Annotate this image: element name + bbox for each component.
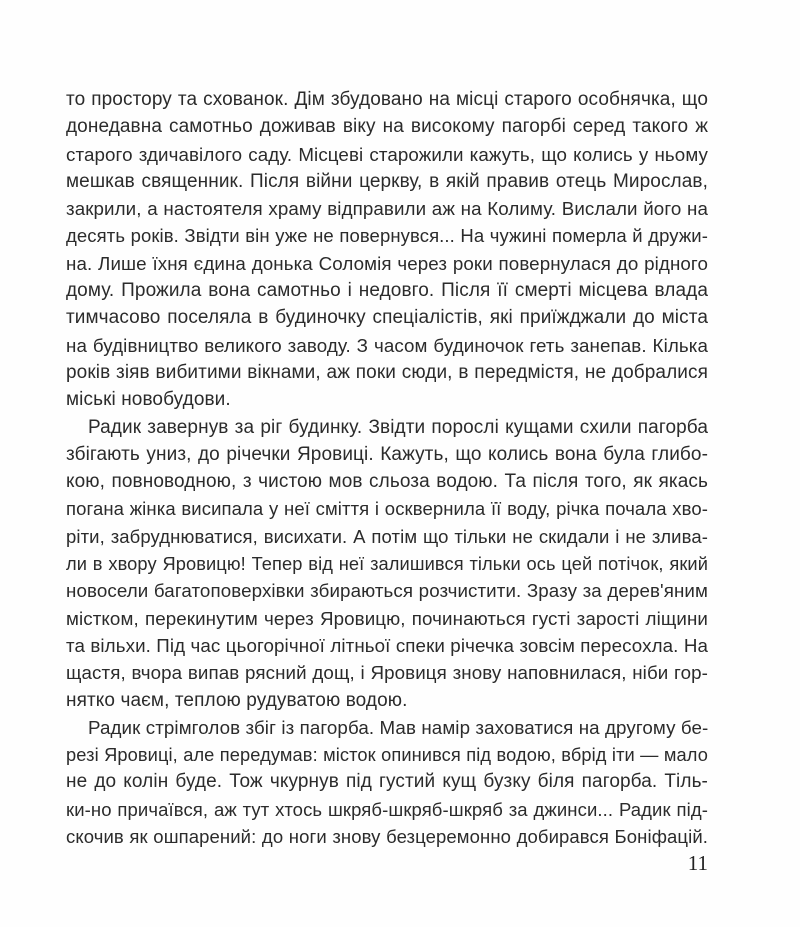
text-line: не до колін буде. Тож чкурнув під густий кущ бузку біля пагорба. Тіль- — [66, 771, 708, 793]
text-line: тимчасово поселяла в будиночку спеціалістів, які приїжджали до міста — [66, 307, 708, 329]
text-line: скочив як ошпарений: до ноги знову безцеремонно добирався Боніфацій. — [66, 826, 708, 848]
text-line: то простору та схованок. Дім збудовано на місці старого особнячка, що — [66, 89, 708, 110]
text-line: кою, повноводною, з чистою мов сльоза водою. Та після того, як якась — [66, 471, 708, 493]
text-line: збігають униз, до річечки Яровиці. Кажуть, що колись вона була глибо- — [66, 443, 708, 465]
text-line: на будівництво великого заводу. З часом будиночок геть занепав. Кілька — [66, 334, 708, 356]
text-line: Радик стрімголов збіг із пагорба. Мав намір заховатися на другому бе- — [88, 716, 709, 738]
body-text — [66, 86, 708, 850]
text-line: Радик завернув за ріг будинку. Звідти порослі кущами схили пагорба — [88, 416, 708, 438]
text-line: на. Лише їхня єдина донька Соломія через роки повернулася до рідного — [66, 252, 708, 274]
text-line: дому. Прожила вона самотньо і недовго. Після її смерті місцева влада — [66, 280, 708, 302]
text-line: мешкав священник. Після війни церкву, в якій правив отець Мирослав, — [66, 170, 708, 192]
text-line: нятко чаєм, теплою рудуватою водою. — [66, 689, 408, 711]
text-line: та вільхи. Під час цьогорічної літньої спеки річечка зовсім пересохла. На — [66, 634, 708, 656]
text-line: десять років. Звідти він уже не повернувся... На чужині померла й дружи- — [66, 225, 708, 247]
paragraph-1 — [66, 86, 708, 414]
text-line: новосели багатоповерхівки збираються розчистити. Зразу за дерев'яним — [66, 580, 708, 602]
text-line: ли в хвору Яровицю! Тепер від неї залишився тільки ось цей потічок, який — [66, 553, 708, 575]
paragraph-3 — [66, 714, 708, 850]
text-line: ки-но причаївся, аж тут хтось шкряб-шкряб-шкряб за джинси... Радик під- — [66, 798, 708, 820]
text-line: старого здичавілого саду. Місцеві старожили кажуть, що колись у ньому — [66, 143, 708, 165]
text-line: міські новобудови. — [66, 389, 231, 411]
text-line: щастя, вчора випав рясний дощ, і Яровиця знову наповнилася, ніби гор- — [66, 662, 708, 684]
text-line: років зіяв вибитими вікнами, аж поки сюди, в передмістя, не добралися — [66, 361, 708, 383]
text-line: закрили, а настоятеля храму відправили аж на Колиму. Вислали його на — [66, 198, 708, 220]
text-line: ріти, забруднюватися, висихати. А потім що тільки не скидали і не злива- — [66, 525, 708, 547]
text-line: резі Яровиці, але передумав: місток опинився під водою, вбрід іти — мало — [66, 744, 708, 766]
page-number: 11 — [687, 851, 708, 875]
paragraph-2 — [66, 414, 708, 714]
text-line: погана жінка висипала у неї сміття і осквернила її воду, річка почала хво- — [66, 498, 708, 520]
text-line: донедавна самотньо доживав віку на високому пагорбі серед такого ж — [66, 116, 708, 138]
text-line: містком, перекинутим через Яровицю, починаються густі зарості ліщини — [66, 607, 708, 629]
